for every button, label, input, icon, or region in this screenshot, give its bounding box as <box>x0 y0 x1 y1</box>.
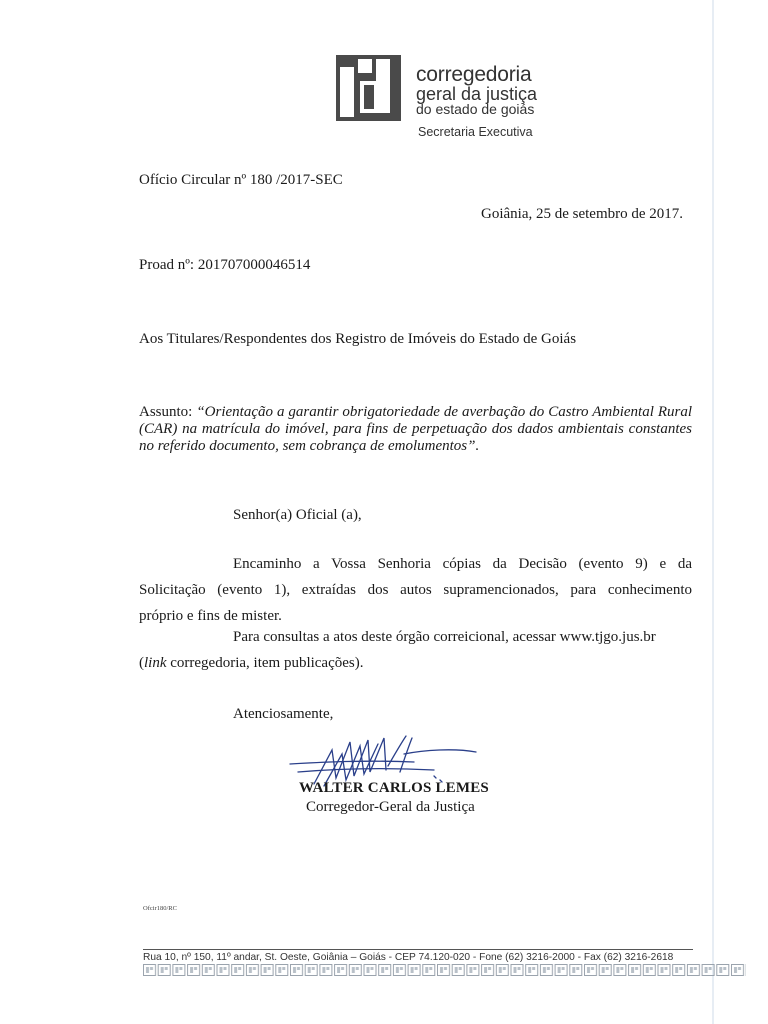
closing: Atenciosamente, <box>233 706 334 722</box>
letterhead-line3: do estado de goiás <box>416 101 535 117</box>
tjgo-logo-icon <box>336 55 401 121</box>
subject-label: Assunto: <box>139 404 193 420</box>
paragraph1-line1: Encaminho a Vossa Senhoria cópias da Decisão (evento 9) e da <box>233 556 692 572</box>
paragraph2-rest: corregedoria, item publicações). <box>166 655 364 671</box>
signer-name: WALTER CARLOS LEMES <box>299 780 489 796</box>
paragraph1-line2: Solicitação (evento 1), extraídas dos autos supramencionados, para conhecimento <box>139 582 692 598</box>
paragraph2-line2: (link corregedoria, item publicações). <box>139 655 364 671</box>
place-date: Goiânia, 25 de setembro de 2017. <box>481 206 684 222</box>
footer-divider <box>143 949 693 950</box>
body-paragraph-1 <box>139 551 692 629</box>
proad-number: Proad nº: 201707000046514 <box>139 257 311 273</box>
paragraph1-line3: próprio e fins de mister. <box>139 608 282 624</box>
paragraph2-line1: Para consultas a atos deste órgão correicional, acessar www.tjgo.jus.br <box>233 629 656 645</box>
paragraph2-link-word: link <box>144 655 167 671</box>
footer-address: Rua 10, nº 150, 11º andar, St. Oeste, Goiânia – Goiás - CEP 74.120-020 - Fone (62) 3216-2000 - Fax (62) 3216-2618 <box>143 952 674 963</box>
letterhead-line2: geral da justiça <box>416 84 538 104</box>
greeting: Senhor(a) Oficial (a), <box>233 507 362 523</box>
letterhead-department: Secretaria Executiva <box>418 125 533 139</box>
letterhead-line1: corregedoria <box>416 63 532 86</box>
signer-role: Corregedor-Geral da Justiça <box>306 799 475 815</box>
oficio-number: Ofício Circular nº 180 /2017-SEC <box>139 172 343 188</box>
letterhead-text <box>416 64 537 116</box>
subject <box>139 404 692 455</box>
subject-text: “Orientação a garantir obrigatoriedade de averbação do Castro Ambiental Rural (CAR) na matrícula do imóvel, para fins de perpetuação dos dados ambientais constantes no referido documento, sem cobrança de emolumentos”. <box>139 404 692 454</box>
page-edge <box>712 0 714 1024</box>
document-reference: Ofcir180/RC <box>143 905 177 912</box>
recipient: Aos Titulares/Respondentes dos Registro de Imóveis do Estado de Goiás <box>139 331 577 347</box>
footer-pattern-icon <box>143 964 746 976</box>
